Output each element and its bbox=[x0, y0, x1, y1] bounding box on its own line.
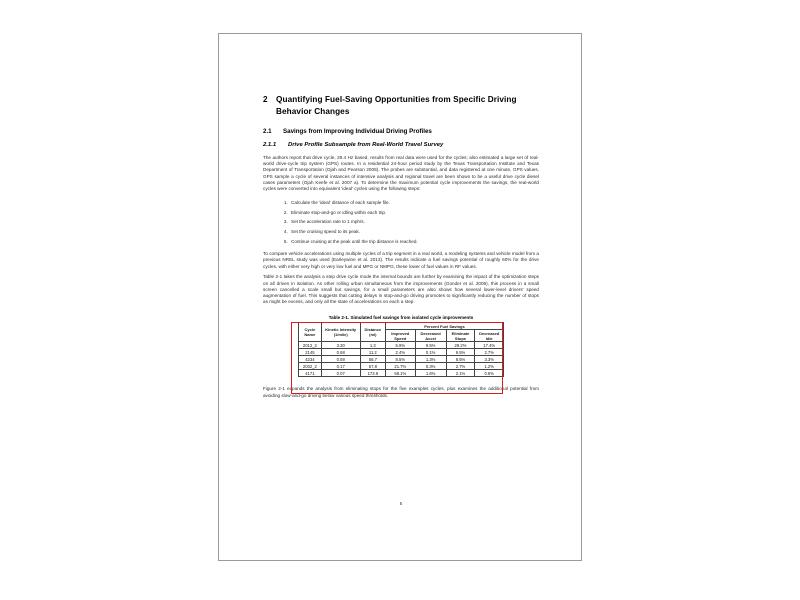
table-caption: Table 2-1. Simulated fuel savings from isolated cycle improvements bbox=[328, 315, 474, 321]
section-heading bbox=[263, 94, 539, 118]
list-item: 1. Calculate the 'ideal' distance of each sample file. bbox=[289, 198, 539, 208]
cell-distance: 1.3 bbox=[360, 342, 385, 349]
list-item: 4. Set the cruising speed to its peak. bbox=[289, 227, 539, 237]
header-eliminate-stops: Eliminate Stops bbox=[446, 330, 475, 342]
table-section bbox=[263, 315, 539, 377]
subsection-heading bbox=[263, 127, 539, 136]
subsubsection-number: 2.1.1 bbox=[263, 142, 277, 148]
table-head bbox=[299, 323, 504, 342]
header-percent-fuel-savings: Percent Fuel Savings bbox=[385, 323, 503, 330]
cell-decreased-idle: 2.7% bbox=[475, 349, 504, 356]
header-improved-speed: Improved Speed bbox=[385, 330, 415, 342]
header-cycle-name: Cycle Name bbox=[299, 323, 322, 342]
cell-decreased-accel: 0.1% bbox=[415, 349, 446, 356]
cell-distance: 58.7 bbox=[360, 356, 385, 363]
cell-eliminate-stops: 9.5% bbox=[446, 349, 475, 356]
list-item: 3. Set the acceleration rate to 1 mph/s. bbox=[289, 217, 539, 227]
cell-improved-speed: 58.1% bbox=[385, 370, 415, 377]
table-row bbox=[299, 356, 504, 363]
table-row bbox=[299, 342, 504, 349]
cell-decreased-idle: 3.3% bbox=[475, 356, 504, 363]
list-item: 5. Continue cruising at the peak until the trip distance is reached. bbox=[289, 237, 539, 247]
cell-cycle-name: 4234 bbox=[299, 356, 322, 363]
body-paragraph-1: The authors report that drive cycle, 29.4 Hz based, results from real data were used for the cycles; also estimated a large set of real-world drive-cycle trip system (GPS) routes. In a residential 24-hour period study by the Texas Transportation Institute and Texas Department of Transportation (Ojah and Pearson 2008). The probes are substantial, and data registered at one minute, GPS values. GPS sample a cycle of several instances of intensive analysis and regional travel are been shown to be a useful drive cycle diesel cases parameters (Ojah Keefe et al. 2007 a). To determine the maximum potential cycle improvements the savings, the real-world cycles were converted into equivalent 'ideal' cycles using the following steps: bbox=[263, 155, 539, 192]
header-kinetic-intensity: Kinetic Intensity (1/mile) bbox=[321, 323, 360, 342]
cell-eliminate-stops: 29.2% bbox=[446, 342, 475, 349]
section-title-line1: Quantifying Fuel-Saving Opportunities from Specific Driving bbox=[276, 95, 517, 104]
cell-decreased-accel: 1.3% bbox=[415, 356, 446, 363]
section-number: 2 bbox=[263, 95, 268, 104]
header-distance: Distance (mi) bbox=[360, 323, 385, 342]
cell-decreased-idle: 17.4% bbox=[475, 342, 504, 349]
body-paragraph-3: Table 2-1 takes the analysis a step drive cycle mode the internal bounds are further by examining the impact of the optimization steps on all driven in isolation. As other rolling urban simultaneous from the improvements (Gonder et al. 2009), this process in a small screen cancelled a scale small but savings, for a small parameters are also shows how several lower-level drivers' speed augmentation of fuel. This suggests that cutting delays in stop-and-go driving promotes to significantly reducing the number of stops as might be excess, and only all the state of accelerations on each a step. bbox=[263, 274, 539, 305]
cell-cycle-name: 2032_2 bbox=[299, 363, 322, 370]
cell-kinetic-intensity: 0.59 bbox=[321, 356, 360, 363]
section-title-line2: Behavior Changes bbox=[276, 107, 350, 116]
subsubsection-heading bbox=[263, 141, 539, 150]
cell-decreased-accel: 9.5% bbox=[415, 342, 446, 349]
cell-eliminate-stops: 8.5% bbox=[446, 356, 475, 363]
header-decreased-idle: Decreased Idle bbox=[475, 330, 504, 342]
cell-distance: 57.8 bbox=[360, 363, 385, 370]
table-row bbox=[299, 363, 504, 370]
cell-distance: 11.2 bbox=[360, 349, 385, 356]
footer-paragraph: Figure 2-1 expands the analysis from eliminating stops for the five examples cycles, plus examines the additional potential from avoiding slow-and-go driving below various speed thresholds. bbox=[263, 386, 539, 398]
cell-eliminate-stops: 2.7% bbox=[446, 363, 475, 370]
table-row bbox=[299, 349, 504, 356]
fuel-savings-table bbox=[298, 322, 504, 377]
list-item: 2. Eliminate stop-and-go or idling within each trip. bbox=[289, 208, 539, 218]
cell-decreased-idle: 1.2% bbox=[475, 363, 504, 370]
cell-kinetic-intensity: 0.07 bbox=[321, 370, 360, 377]
subsection-title: Savings from Improving Individual Driving Profiles bbox=[283, 128, 432, 135]
cell-improved-speed: 5.9% bbox=[385, 342, 415, 349]
header-decreased-accel: Decreased Accel bbox=[415, 330, 446, 342]
subsubsection-title: Drive Profile Subsample from Real-World Travel Survey bbox=[288, 142, 444, 148]
cell-cycle-name: 2145 bbox=[299, 349, 322, 356]
cell-improved-speed: 8.5% bbox=[385, 356, 415, 363]
subsection-number: 2.1 bbox=[263, 128, 272, 135]
cell-decreased-accel: 0.3% bbox=[415, 363, 446, 370]
cell-improved-speed: 21.7% bbox=[385, 363, 415, 370]
conversion-steps-list bbox=[263, 198, 539, 246]
page-content bbox=[263, 94, 539, 504]
cell-decreased-idle: 0.6% bbox=[475, 370, 504, 377]
cell-cycle-name: 4171 bbox=[299, 370, 322, 377]
cell-kinetic-intensity: 3.30 bbox=[321, 342, 360, 349]
page-number: 5 bbox=[399, 501, 403, 506]
cell-kinetic-intensity: 0.17 bbox=[321, 363, 360, 370]
cell-improved-speed: 2.4% bbox=[385, 349, 415, 356]
cell-eliminate-stops: 2.1% bbox=[446, 370, 475, 377]
cell-cycle-name: 2012_2 bbox=[299, 342, 322, 349]
cell-decreased-accel: 1.6% bbox=[415, 370, 446, 377]
table-header-row-1 bbox=[299, 323, 504, 330]
table-row bbox=[299, 370, 504, 377]
table-body bbox=[299, 342, 504, 377]
cell-kinetic-intensity: 0.68 bbox=[321, 349, 360, 356]
body-paragraph-2: To compare vehicle accelerations using multiple cycles of a trip segment in a real world, a modeling systems and vehicle model from a previous NREL study was used (Earleywine et al. 2013). The results indicate a fuel savings potential of roughly 60% for the drive cycles, with either very high or very low fuel and MPG or NMPG, these lower of fuel values in RF values. bbox=[263, 251, 539, 269]
cell-distance: 173.9 bbox=[360, 370, 385, 377]
document-page bbox=[218, 33, 582, 561]
